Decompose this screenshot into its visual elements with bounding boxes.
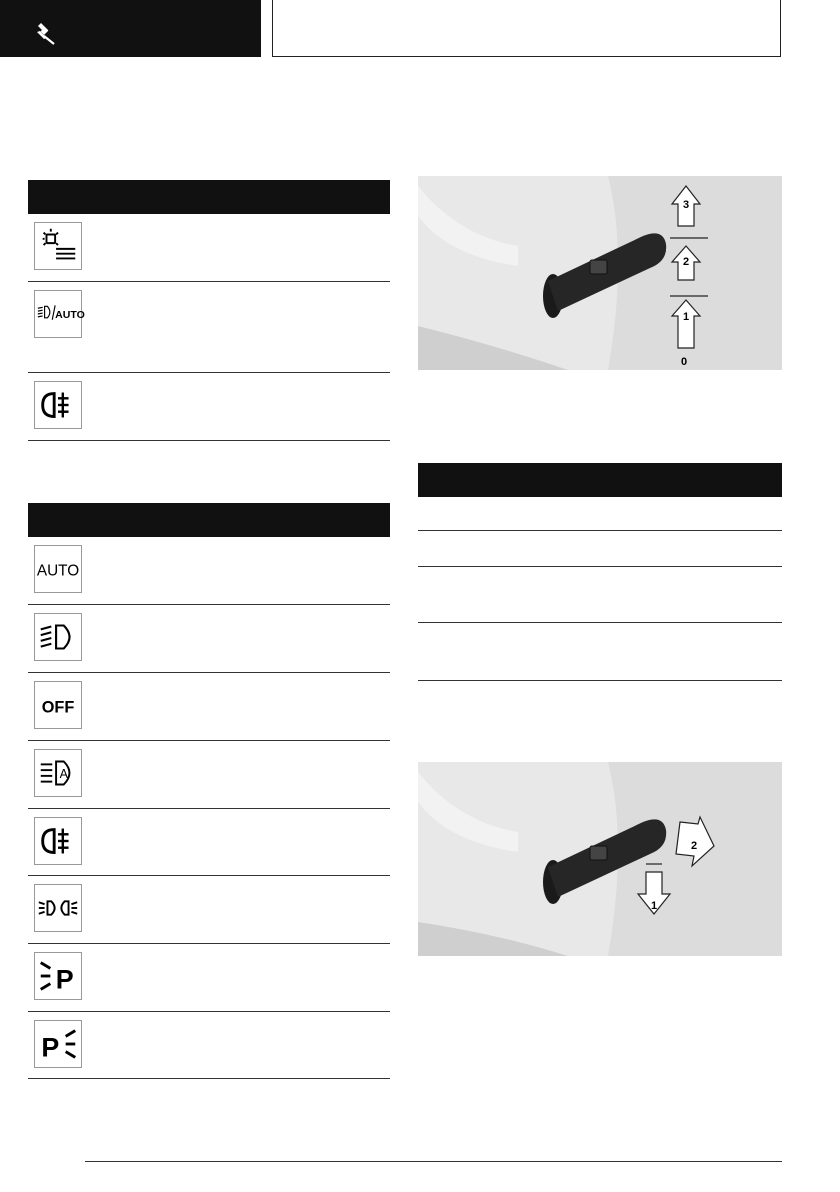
- parking-label: P: [41, 1032, 60, 1063]
- light-control-icon: [34, 222, 82, 270]
- chapter-title-box: [272, 0, 781, 57]
- chapter-header-bar: [0, 0, 261, 57]
- low-beam-icon: [34, 613, 82, 661]
- table-divider: [28, 1078, 390, 1079]
- table-divider: [418, 566, 782, 567]
- table-divider: [28, 740, 390, 741]
- off-text-icon: [34, 681, 82, 729]
- position-label: 2: [690, 840, 698, 852]
- high-beam-assistant-icon: [34, 749, 82, 797]
- table-divider: [418, 530, 782, 531]
- side-lights-icon: [34, 884, 82, 932]
- turn-signal-lever-photo: [418, 176, 782, 370]
- position-label: 1: [650, 900, 658, 912]
- table-header: [418, 463, 782, 497]
- table-header: [28, 503, 390, 537]
- table-divider: [28, 604, 390, 605]
- parking-label: P: [55, 964, 74, 995]
- headlight-flasher-lever-photo: [418, 762, 782, 956]
- parking-light-right-icon: [34, 1020, 82, 1068]
- table-divider: [418, 622, 782, 623]
- rear-fog-light-icon: [34, 817, 82, 865]
- assistant-label: A: [59, 766, 68, 781]
- table-divider: [28, 1011, 390, 1012]
- parking-light-left-icon: [34, 952, 82, 1000]
- svg-text:AUTO: AUTO: [55, 308, 85, 321]
- table-divider: [28, 372, 390, 373]
- footer-rule: [85, 1161, 782, 1162]
- table-divider: [28, 672, 390, 673]
- pushpin-icon: [32, 20, 58, 46]
- low-beam-auto-icon: [34, 290, 85, 338]
- off-label: OFF: [41, 698, 75, 717]
- table-divider: [28, 943, 390, 944]
- table-divider: [28, 808, 390, 809]
- table-divider: [28, 875, 390, 876]
- table-divider: [28, 281, 390, 282]
- rear-fog-light-icon: [34, 381, 82, 429]
- position-label: 3: [682, 199, 690, 211]
- table-divider: [418, 680, 782, 681]
- auto-text-icon: [34, 545, 82, 593]
- position-label: 2: [682, 256, 690, 268]
- auto-label: AUTO: [36, 562, 80, 580]
- table-divider: [28, 440, 390, 441]
- position-label: 1: [682, 311, 690, 323]
- table-header: [28, 180, 390, 214]
- position-label: 0: [680, 356, 688, 368]
